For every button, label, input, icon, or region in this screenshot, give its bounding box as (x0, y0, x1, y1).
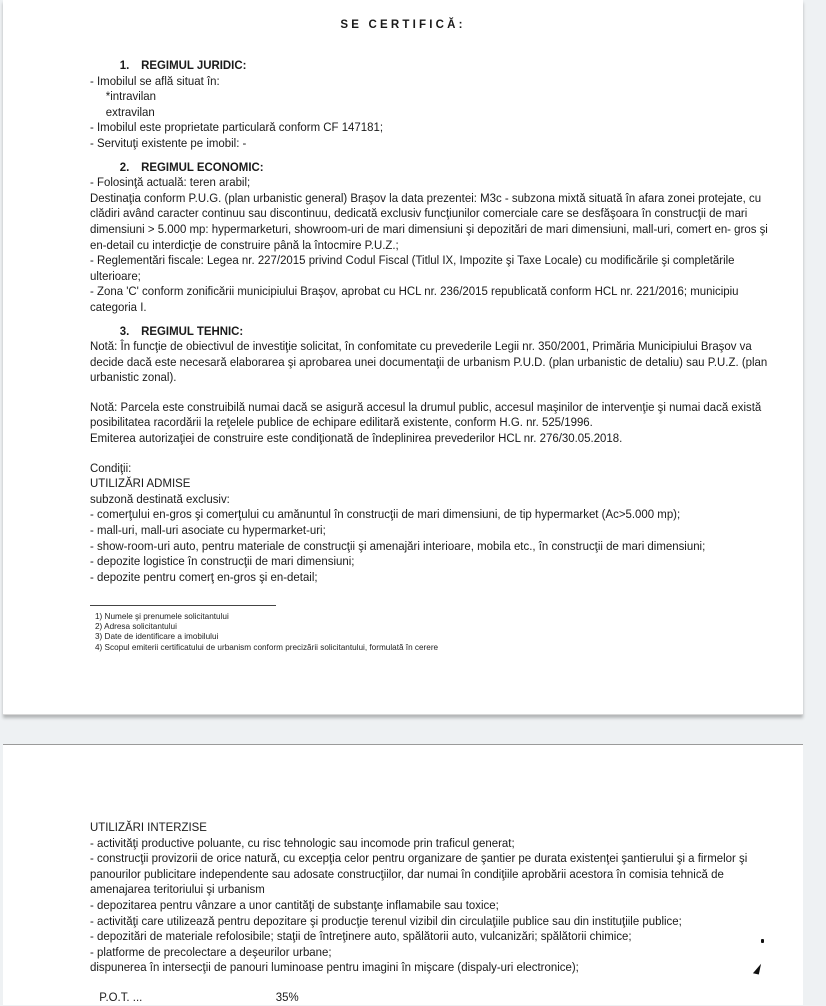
footnotes (95, 612, 438, 653)
admitted-intro: subzonă destinată exclusiv: (90, 491, 230, 506)
forbidden-item: - depozitarea pentru vânzare a unor cantităţi de substanţe inflamabile sau toxice; (90, 897, 499, 912)
admitted-heading: UTILIZĂRI ADMISE (90, 476, 191, 491)
scan-mark-dot (761, 939, 764, 943)
admitted-item: - depozite logistice în construcţii de mari dimensiuni; (90, 554, 355, 569)
cutoff-line: P.O.T. ... 35% (99, 989, 299, 1004)
footnote: 4) Scopul emiterii certificatului de urbanism conform precizării solicitantului, formulată în cerere (95, 642, 439, 652)
admitted-item: - depozite pentru comerţ en-gros şi en-detail; (90, 569, 318, 584)
text-paragraph: - Zona 'C' conform zonificării municipiului Braşov, aprobat cu HCL nr. 236/2015 republicată conform HCL nr. 221/2016; municipiu categoria I. (90, 284, 739, 314)
text-line: - Folosinţă actuală: teren arabil; (90, 175, 251, 190)
footnote: 2) Adresa solicitantului (95, 622, 177, 632)
forbidden-item: - depozitări de materiale refolosibile; staţii de întreţinere auto, spălătorii auto, vulcanizări; spălătorii chimice; (90, 929, 632, 944)
section-heading-tehnic: 3. REGIMUL TEHNIC: (119, 323, 244, 338)
forbidden-item: dispunerea în intersecţii de panouri luminoase pentru imagini în mişcare (dispaly-uri electronice); (90, 960, 579, 975)
document-page-1 (3, 0, 803, 715)
admitted-item: - mall-uri, mall-uri asociate cu hypermarket-uri; (90, 523, 326, 538)
text-paragraph: - Reglementări fiscale: Legea nr. 227/2015 privind Codul Fiscal (Titlul IX, Impozite şi Taxe Locale) cu modificările şi completările ulterioare; (90, 253, 735, 283)
forbidden-heading: UTILIZĂRI INTERZISE (90, 820, 207, 834)
text-line: - Servituţi existente pe imobil: - (90, 135, 247, 150)
text-line: extravilan (105, 104, 155, 119)
footnote: 3) Date de identificare a imobilului (95, 632, 219, 642)
document-title: SE CERTIFICĂ: (340, 19, 466, 31)
page1-body (90, 58, 780, 585)
forbidden-item: - activităţi care utilizează pentru depozitare şi producţie terenul vizibil din circulaţiile publice sau din instituţiile publice; (90, 913, 682, 928)
text-line: - Imobilul se află situat în: (90, 73, 220, 88)
section-heading-economic: 2. REGIMUL ECONOMIC: (119, 159, 264, 174)
forbidden-item: - activităţi productive poluante, cu risc tehnologic sau incomode prin traficul generat; (90, 835, 515, 850)
section-heading-juridic: 1. REGIMUL JURIDIC: (119, 58, 247, 72)
page2-body (90, 820, 780, 1006)
forbidden-item: - construcţii provizorii de orice natură, cu excepţia celor pentru organizare de şantier pe durata existenţei şantierului şi a firmelor şi panourilor publicitare independente sau adosate construcţiilor, dar numai în condiţiile aprobării acestora în comisia tehnică de amenajarea teritoriului şi urbanism (90, 851, 748, 897)
note-paragraph: Emiterea autorizaţiei de construire este condiţionată de îndeplinirea prevederilor HCL nr. 276/30.05.2018. (90, 431, 623, 446)
text-line: - Imobilul este proprietate particulară conform CF 147181; (90, 120, 384, 135)
footnote-divider (90, 605, 276, 606)
document-page-2 (3, 744, 803, 1005)
note-paragraph: Notă: Parcela este construibilă numai dacă se asigură accesul la drumul public, accesul maşinilor de intervenţie şi numai dacă există posibilitatea racordării la reţelele publice de echipare edilitară existente, conform H.G. nr. 525/1996. (90, 399, 762, 430)
admitted-item: - show-room-uri auto, pentru materiale de construcţii şi amenajări interioare, mobila etc., în construcţii de mari dimensiuni; (90, 538, 706, 553)
text-paragraph: Destinaţia conform P.U.G. (plan urbanistic general) Braşov la data prezentei: M3c - subzona mixtă situată în afara zonei protejate, cu clădiri având caracter continuu sau discontinuu, dedicată exclusiv funcţiunilor comerciale care se desfăşoara în construcţii de mari dimensiuni > 5.000 mp: hypermarketuri, showroom-uri de mari dimensiuni şi depozitări de mari dimensiuni, mall-uri, comert en- gros şi en-detail cu interdicţie de construire până la întocmire P.U.Z.; (90, 190, 768, 252)
text-line: *intravilan (105, 89, 157, 104)
conditions-label: Condiţii: (90, 460, 132, 475)
admitted-item: - comerţului en-gros şi comerţului cu amănuntul în construcţii de mari dimensiuni, de tip hypermarket (Ac>5.000 mp); (90, 507, 681, 522)
note-paragraph: Notă: În funcţie de obiectivul de investiţie solicitat, în confomitate cu prevederile Legii nr. 350/2001, Primăria Municipiului Braşov va decide dacă este necesară elaborarea şi aprobarea unei documentaţii de urbanism P.U.D. (plan urbanistic de detaliu) sau P.U.Z. (plan urbanistic zonal). (90, 339, 768, 385)
footnote: 1) Numele şi prenumele solicitantului (95, 612, 229, 621)
forbidden-item: - platforme de precolectare a deşeurilor urbane; (90, 944, 332, 959)
